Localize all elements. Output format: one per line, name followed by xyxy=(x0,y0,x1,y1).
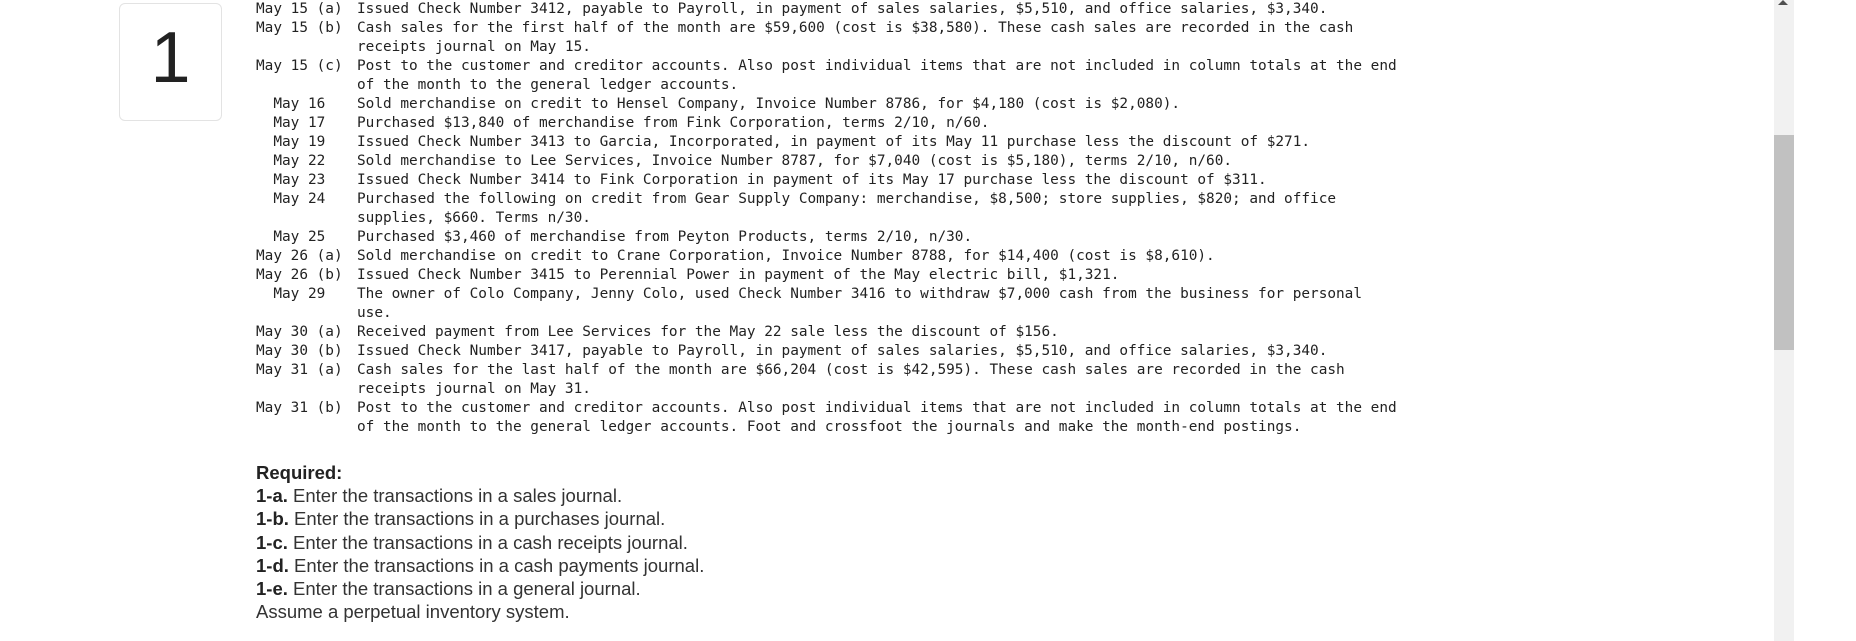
transaction-row xyxy=(256,0,1456,19)
question-number: 1 xyxy=(150,18,191,98)
transaction-row xyxy=(256,114,1456,133)
transaction-date: May 16 xyxy=(256,96,326,112)
transaction-row xyxy=(256,95,1456,114)
transaction-description: Purchased $13,840 of merchandise from Fink Corporation, terms 2/10, n/60. xyxy=(357,115,990,131)
required-item-label: 1-c. xyxy=(256,531,288,553)
required-item-text: Enter the transactions in a cash receipts journal. xyxy=(287,531,688,553)
transaction-row xyxy=(256,380,1456,399)
transaction-row xyxy=(256,304,1456,323)
required-item-text: Enter the transactions in a sales journal. xyxy=(287,485,623,507)
transaction-date: May 26 (a) xyxy=(256,248,343,264)
required-item-label: 1-e. xyxy=(256,578,288,600)
transaction-description: use. xyxy=(357,305,392,321)
transaction-date: May 22 xyxy=(256,153,326,169)
transaction-date: May 23 xyxy=(256,172,326,188)
transaction-description: Sold merchandise on credit to Crane Corporation, Invoice Number 8788, for $14,400 (cost is $8,610). xyxy=(357,248,1215,264)
transaction-description: Sold merchandise on credit to Hensel Company, Invoice Number 8786, for $4,180 (cost is $2,080). xyxy=(357,96,1181,112)
required-item xyxy=(256,507,704,530)
transaction-description: receipts journal on May 15. xyxy=(357,39,591,55)
transaction-row xyxy=(256,76,1456,95)
transaction-description: Issued Check Number 3414 to Fink Corporation in payment of its May 17 purchase less the discount of $311. xyxy=(357,172,1267,188)
transaction-row xyxy=(256,399,1456,418)
scroll-up-arrow-icon[interactable] xyxy=(1778,0,1788,5)
required-item-text: Enter the transactions in a cash payments journal. xyxy=(288,554,705,576)
required-item xyxy=(256,484,704,507)
transaction-row xyxy=(256,285,1456,304)
transaction-row xyxy=(256,266,1456,285)
transaction-description: The owner of Colo Company, Jenny Colo, used Check Number 3416 to withdraw $7,000 cash from the business for personal xyxy=(357,286,1363,302)
transaction-description: supplies, $660. Terms n/30. xyxy=(357,210,591,226)
transaction-description: Issued Check Number 3413 to Garcia, Incorporated, in payment of its May 11 purchase less the discount of $271. xyxy=(357,134,1311,150)
transaction-date: May 30 (a) xyxy=(256,324,343,340)
transaction-description: Sold merchandise to Lee Services, Invoice Number 8787, for $7,040 (cost is $5,180), terms 2/10, n/60. xyxy=(357,153,1233,169)
transaction-row xyxy=(256,190,1456,209)
transaction-date: May 30 (b) xyxy=(256,343,343,359)
transaction-row xyxy=(256,342,1456,361)
transaction-date: May 25 xyxy=(256,229,326,245)
transaction-date: May 24 xyxy=(256,191,326,207)
transaction-description: of the month to the general ledger accounts. Foot and crossfoot the journals and make the month-end postings. xyxy=(357,419,1302,435)
transaction-date: May 19 xyxy=(256,134,326,150)
transaction-description: Purchased the following on credit from Gear Supply Company: merchandise, $8,500; store supplies, $820; and office xyxy=(357,191,1337,207)
required-section xyxy=(256,461,704,623)
required-item xyxy=(256,531,704,554)
transaction-description: Received payment from Lee Services for the May 22 sale less the discount of $156. xyxy=(357,324,1059,340)
required-note: Assume a perpetual inventory system. xyxy=(256,601,570,623)
transaction-description: Cash sales for the first half of the month are $59,600 (cost is $38,580). These cash sales are recorded in the cash xyxy=(357,20,1354,36)
transaction-date: May 15 (a) xyxy=(256,1,343,17)
transaction-row xyxy=(256,152,1456,171)
transaction-row xyxy=(256,19,1456,38)
required-item-label: 1-a. xyxy=(256,485,288,507)
transaction-row xyxy=(256,228,1456,247)
transaction-date: May 26 (b) xyxy=(256,267,343,283)
question-number-badge xyxy=(119,3,222,121)
transaction-list xyxy=(256,0,1456,437)
required-heading: Required: xyxy=(256,462,343,483)
required-item xyxy=(256,577,704,600)
required-item-text: Enter the transactions in a purchases journal. xyxy=(288,508,666,530)
transaction-description: receipts journal on May 31. xyxy=(357,381,591,397)
transaction-row xyxy=(256,38,1456,57)
transaction-date: May 15 (b) xyxy=(256,20,343,36)
transaction-row xyxy=(256,418,1456,437)
transaction-row xyxy=(256,247,1456,266)
required-item-label: 1-d. xyxy=(256,554,289,576)
transaction-date: May 31 (a) xyxy=(256,362,343,378)
transaction-description: Issued Check Number 3417, payable to Payroll, in payment of sales salaries, $5,510, and office salaries, $3,340. xyxy=(357,343,1328,359)
transaction-row xyxy=(256,57,1456,76)
required-item-label: 1-b. xyxy=(256,508,289,530)
transaction-description: Purchased $3,460 of merchandise from Peyton Products, terms 2/10, n/30. xyxy=(357,229,973,245)
transaction-description: Issued Check Number 3412, payable to Payroll, in payment of sales salaries, $5,510, and office salaries, $3,340. xyxy=(357,1,1328,17)
transaction-description: Cash sales for the last half of the month are $66,204 (cost is $42,595). These cash sales are recorded in the cash xyxy=(357,362,1345,378)
transaction-row xyxy=(256,361,1456,380)
transaction-row xyxy=(256,133,1456,152)
required-item xyxy=(256,554,704,577)
transaction-row xyxy=(256,209,1456,228)
transaction-description: Issued Check Number 3415 to Perennial Power in payment of the May electric bill, $1,321. xyxy=(357,267,1120,283)
vertical-scrollbar-thumb[interactable] xyxy=(1774,135,1794,350)
transaction-date: May 17 xyxy=(256,115,326,131)
transaction-description: Post to the customer and creditor accounts. Also post individual items that are not included in column totals at the end xyxy=(357,58,1397,74)
transaction-date: May 29 xyxy=(256,286,326,302)
required-item-text: Enter the transactions in a general journal. xyxy=(287,578,641,600)
transaction-row xyxy=(256,171,1456,190)
transaction-description: of the month to the general ledger accounts. xyxy=(357,77,739,93)
transaction-row xyxy=(256,323,1456,342)
transaction-description: Post to the customer and creditor accounts. Also post individual items that are not included in column totals at the end xyxy=(357,400,1397,416)
transaction-date: May 15 (c) xyxy=(256,58,343,74)
transaction-date: May 31 (b) xyxy=(256,400,343,416)
